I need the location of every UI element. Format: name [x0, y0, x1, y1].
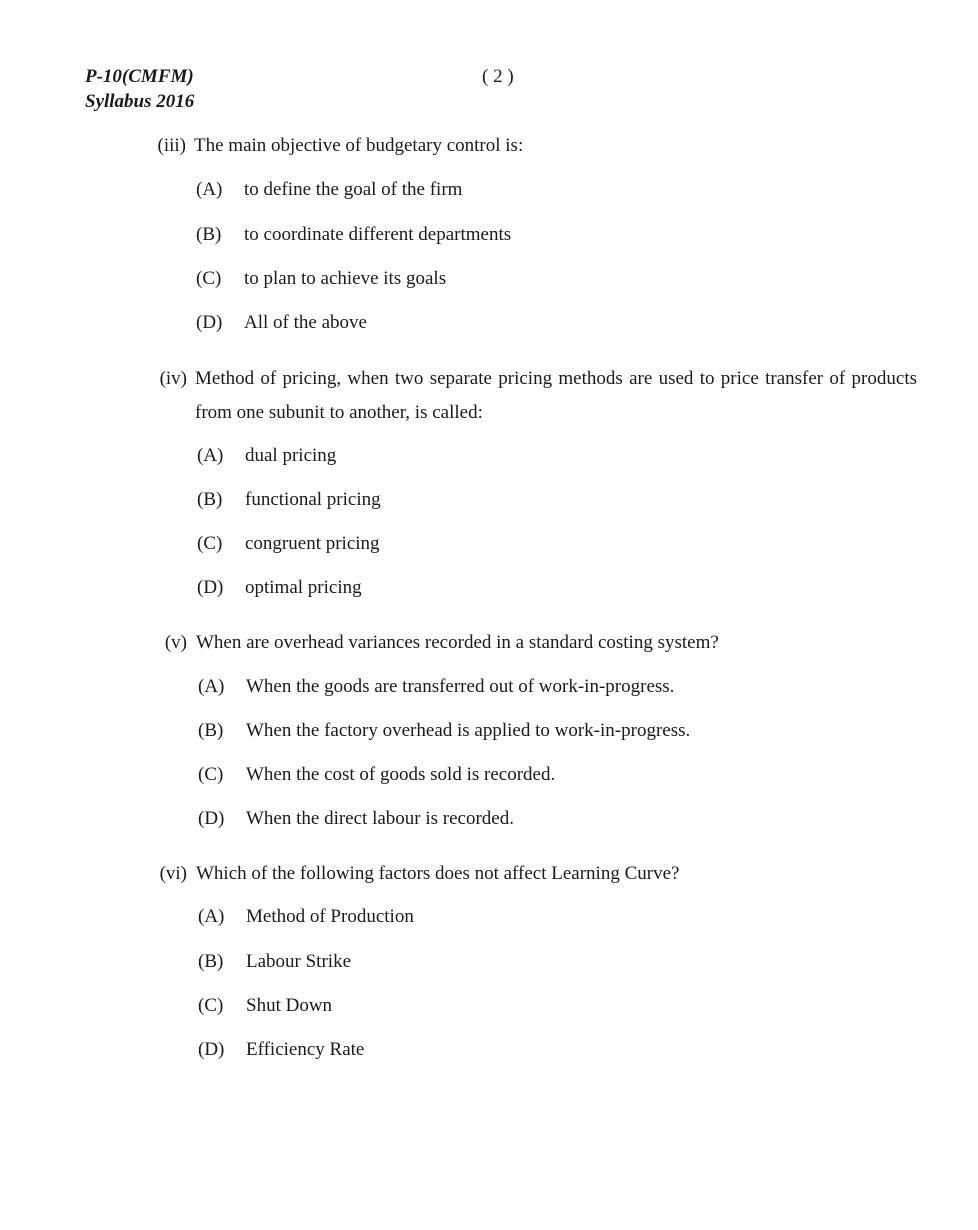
- option-text: Labour Strike: [246, 951, 352, 972]
- option-letter: (D): [198, 808, 225, 829]
- option-letter: (B): [196, 224, 222, 245]
- option-letter: (C): [198, 995, 224, 1016]
- option-letter: (C): [196, 268, 222, 289]
- option-letter: (A): [198, 676, 225, 697]
- option-text: to plan to achieve its goals: [244, 268, 447, 289]
- paper-code: P-10(CMFM): [85, 66, 194, 87]
- option-text: Shut Down: [246, 995, 333, 1016]
- option-text: dual pricing: [245, 445, 337, 466]
- option-letter: (B): [198, 951, 224, 972]
- option-text: All of the above: [244, 312, 367, 333]
- question-number: (v): [164, 632, 187, 653]
- option-letter: (D): [198, 1039, 225, 1060]
- option-letter: (A): [198, 906, 225, 927]
- question-text: When are overhead variances recorded in a standard costing system?: [196, 632, 719, 653]
- option-text: When the cost of goods sold is recorded.: [246, 764, 556, 785]
- option-text: When the direct labour is recorded.: [246, 808, 514, 829]
- option-text: Method of Production: [246, 906, 414, 927]
- page-number: ( 2 ): [482, 66, 514, 87]
- question-number: (iv): [159, 368, 187, 389]
- option-letter: (D): [197, 577, 224, 598]
- option-text: optimal pricing: [245, 577, 362, 598]
- option-letter: (A): [197, 445, 224, 466]
- option-text: Efficiency Rate: [246, 1039, 365, 1060]
- question-text: Method of pricing, when two separate pricing methods are used to price transfer of products from one subunit to another, is called:: [195, 368, 917, 423]
- option-text: congruent pricing: [245, 533, 380, 554]
- option-text: to define the goal of the firm: [244, 179, 463, 200]
- question-number: (vi): [159, 863, 187, 884]
- option-letter: (B): [197, 489, 223, 510]
- syllabus-label: Syllabus 2016: [85, 91, 195, 112]
- option-text: When the factory overhead is applied to work-in-progress.: [246, 720, 691, 741]
- header-block: [85, 64, 194, 114]
- option-letter: (A): [196, 179, 223, 200]
- option-text: When the goods are transferred out of work-in-progress.: [246, 676, 675, 697]
- question-text: The main objective of budgetary control is:: [194, 135, 524, 156]
- option-letter: (B): [198, 720, 224, 741]
- option-letter: (C): [197, 533, 223, 554]
- question-text: Which of the following factors does not affect Learning Curve?: [196, 863, 680, 884]
- option-text: to coordinate different departments: [244, 224, 512, 245]
- option-letter: (C): [198, 764, 224, 785]
- option-text: functional pricing: [245, 489, 381, 510]
- question-number: (iii): [157, 135, 186, 156]
- option-letter: (D): [196, 312, 223, 333]
